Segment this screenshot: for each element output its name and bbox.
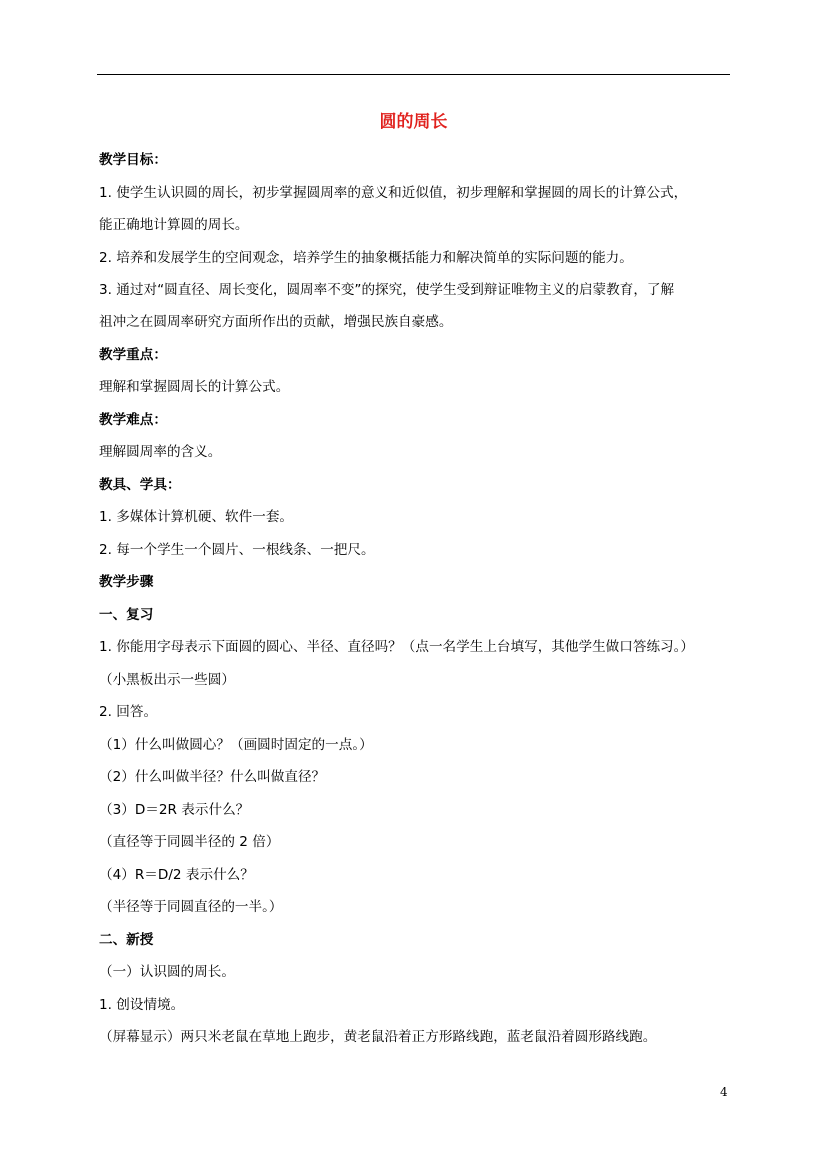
- paragraph-line: 能正确地计算圆的周长。: [99, 217, 249, 233]
- paragraph-line: （一）认识圆的周长。: [99, 964, 235, 980]
- paragraph-line: （4）R＝D/2 表示什么？: [99, 867, 254, 883]
- document-title: 圆的周长: [379, 112, 448, 132]
- section-heading: 一、复习: [99, 607, 154, 623]
- paragraph-line: （半径等于同圆直径的一半。）: [99, 899, 283, 915]
- page-number: 4: [720, 1085, 728, 1099]
- paragraph-line: （2）什么叫做半径？什么叫做直径？: [99, 769, 326, 785]
- paragraph-line: 理解和掌握圆周长的计算公式。: [99, 379, 290, 395]
- paragraph-line: （1）什么叫做圆心？（画圆时固定的一点。）: [99, 737, 373, 753]
- section-heading: 教学重点：: [99, 347, 167, 363]
- section-heading: 教学步骤: [99, 574, 154, 590]
- header-rule: [97, 74, 730, 75]
- paragraph-line: 2. 培养和发展学生的空间观念，培养学生的抽象概括能力和解决简单的实际问题的能力。: [99, 250, 633, 266]
- paragraph-line: 1. 使学生认识圆的周长，初步掌握圆周率的意义和近似值，初步理解和掌握圆的周长的计算公式，: [99, 185, 688, 201]
- paragraph-line: 2. 每一个学生一个圆片、一根线条、一把尺。: [99, 542, 375, 558]
- section-heading: 二、新授: [99, 932, 154, 948]
- section-heading: 教学目标：: [99, 152, 167, 168]
- paragraph-line: 3. 通过对“圆直径、周长变化，圆周率不变”的探究，使学生受到辩证唯物主义的启蒙教育，了解: [99, 282, 675, 298]
- paragraph-line: 理解圆周率的含义。: [99, 444, 222, 460]
- paragraph-line: 1. 创设情境。: [99, 997, 185, 1013]
- paragraph-line: （屏幕显示）两只米老鼠在草地上跑步，黄老鼠沿着正方形路线跑，蓝老鼠沿着圆形路线跑。: [99, 1029, 657, 1045]
- paragraph-line: 1. 你能用字母表示下面圆的圆心、半径、直径吗？（点一名学生上台填写，其他学生做口答练习。）: [99, 639, 695, 655]
- paragraph-line: 2. 回答。: [99, 704, 158, 720]
- paragraph-line: （小黑板出示一些圆）: [99, 672, 235, 688]
- paragraph-line: 1. 多媒体计算机硬、软件一套。: [99, 509, 294, 525]
- paragraph-line: （3）D＝2R 表示什么？: [99, 802, 250, 818]
- paragraph-line: （直径等于同圆半径的 2 倍）: [99, 834, 280, 850]
- section-heading: 教具、学具：: [99, 477, 181, 493]
- section-heading: 教学难点：: [99, 412, 167, 428]
- paragraph-line: 祖冲之在圆周率研究方面所作出的贡献，增强民族自豪感。: [99, 314, 453, 330]
